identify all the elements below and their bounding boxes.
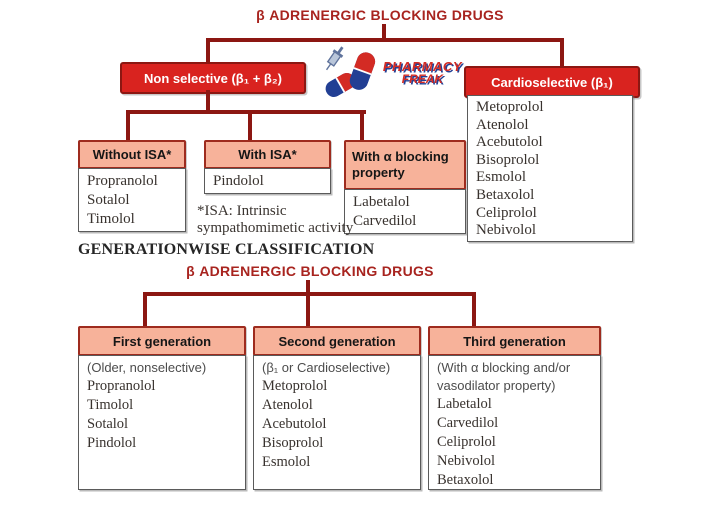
- drug-item: Acebutolol: [262, 416, 327, 432]
- third-generation-drug-list: [428, 355, 601, 490]
- connector-line: [306, 292, 310, 326]
- drug-item: Esmolol: [476, 169, 527, 186]
- non-selective-label: Non selective (β₁ + β₂): [144, 70, 282, 86]
- first-generation-box: [78, 326, 246, 490]
- drug-item: Metoprolol: [476, 99, 544, 115]
- second-generation-header: [253, 326, 421, 356]
- drug-item: Atenolol: [476, 116, 529, 133]
- second-generation-label: Second generation: [278, 333, 396, 349]
- drug-item: Betaxolol: [476, 186, 535, 203]
- connector-line: [143, 292, 147, 326]
- drug-item: Betaxolol: [437, 472, 494, 488]
- connector-line: [472, 292, 476, 326]
- isa-footnote-line1: *ISA: Intrinsic: [197, 203, 287, 219]
- third-generation-header: [428, 326, 601, 356]
- connector-line: [206, 38, 564, 42]
- capsules-syringe-icon: [320, 44, 381, 102]
- drug-item: Bisoprolol: [476, 151, 540, 168]
- drug-item: Timolol: [87, 397, 134, 413]
- cardioselective-node: [464, 66, 640, 98]
- connector-line: [126, 110, 130, 140]
- drug-item: Labetalol: [437, 396, 492, 412]
- alpha-blocking-header: [344, 140, 466, 190]
- first-generation-subtitle: (Older, nonselective): [87, 360, 207, 375]
- drug-item: Timolol: [87, 211, 135, 227]
- logo-wordmark: [383, 60, 462, 86]
- generationwise-heading: GENERATIONWISE CLASSIFICATION: [78, 241, 375, 258]
- drug-item: Acebutolol: [476, 134, 543, 151]
- first-generation-label: First generation: [112, 333, 212, 349]
- drug-item: Carvedilol: [353, 213, 417, 229]
- first-generation-header: [78, 326, 246, 356]
- connector-line: [206, 38, 210, 64]
- logo-line1: PHARMACY: [382, 59, 462, 74]
- drug-item: Bisoprolol: [262, 435, 324, 451]
- third-generation-box: [428, 326, 601, 490]
- first-generation-drug-list: [78, 355, 246, 490]
- pharmacy-freak-logo: [320, 44, 462, 102]
- drug-item: Metoprolol: [262, 378, 328, 394]
- cardioselective-drug-list: [467, 95, 633, 242]
- non-selective-node: [120, 62, 306, 94]
- selectivity-tree-title: β ADRENERGIC BLOCKING DRUGS: [256, 7, 504, 23]
- logo-line2: FREAK: [401, 72, 444, 86]
- capsule-icon: [347, 50, 378, 93]
- second-generation-subtitle: (β₁ or Cardioselective): [262, 360, 391, 375]
- connector-line: [126, 110, 366, 114]
- generation-tree-title: β ADRENERGIC BLOCKING DRUGS: [186, 263, 434, 279]
- drug-item: Celiprolol: [476, 204, 537, 221]
- drug-item: Celiprolol: [437, 434, 496, 450]
- third-generation-subtitle: (With α blocking and/or vasodilator property): [437, 360, 571, 393]
- drug-item: Carvedilol: [437, 415, 499, 431]
- with-isa-box: [204, 140, 331, 194]
- drug-item: Propranolol: [87, 173, 158, 189]
- with-isa-label: With ISA*: [238, 147, 297, 162]
- isa-footnote-line2: sympathomimetic activity: [197, 220, 354, 236]
- drug-item: Atenolol: [262, 397, 313, 413]
- alpha-blocking-box: [344, 140, 466, 234]
- without-isa-box: [78, 140, 186, 232]
- drug-item: Sotalol: [87, 192, 130, 208]
- drug-item: Nebivolol: [437, 453, 495, 469]
- third-generation-label: Third generation: [463, 333, 566, 349]
- without-isa-drug-list: [78, 168, 186, 232]
- syringe-icon: [322, 44, 347, 73]
- drug-item: Propranolol: [87, 378, 156, 394]
- drug-item: Nebivolol: [476, 222, 536, 239]
- without-isa-header: [78, 140, 186, 169]
- drug-item: Pindolol: [87, 435, 137, 451]
- drug-item: Sotalol: [87, 416, 129, 432]
- second-generation-drug-list: [253, 355, 421, 490]
- alpha-blocking-label: With α blocking property: [352, 149, 449, 180]
- drug-item: Labetalol: [353, 194, 410, 210]
- isa-footnote: [197, 203, 353, 237]
- with-isa-drug-list: [204, 168, 331, 194]
- connector-line: [560, 38, 564, 68]
- with-isa-header: [204, 140, 331, 169]
- connector-line: [206, 90, 210, 112]
- connector-line: [360, 110, 364, 140]
- connector-line: [248, 110, 252, 140]
- alpha-blocking-drug-list: [344, 189, 466, 234]
- second-generation-box: [253, 326, 421, 490]
- cardioselective-label: Cardioselective (β₁): [491, 74, 613, 90]
- drug-item: Esmolol: [262, 454, 311, 470]
- drug-item: Pindolol: [213, 173, 264, 189]
- without-isa-label: Without ISA*: [92, 147, 172, 162]
